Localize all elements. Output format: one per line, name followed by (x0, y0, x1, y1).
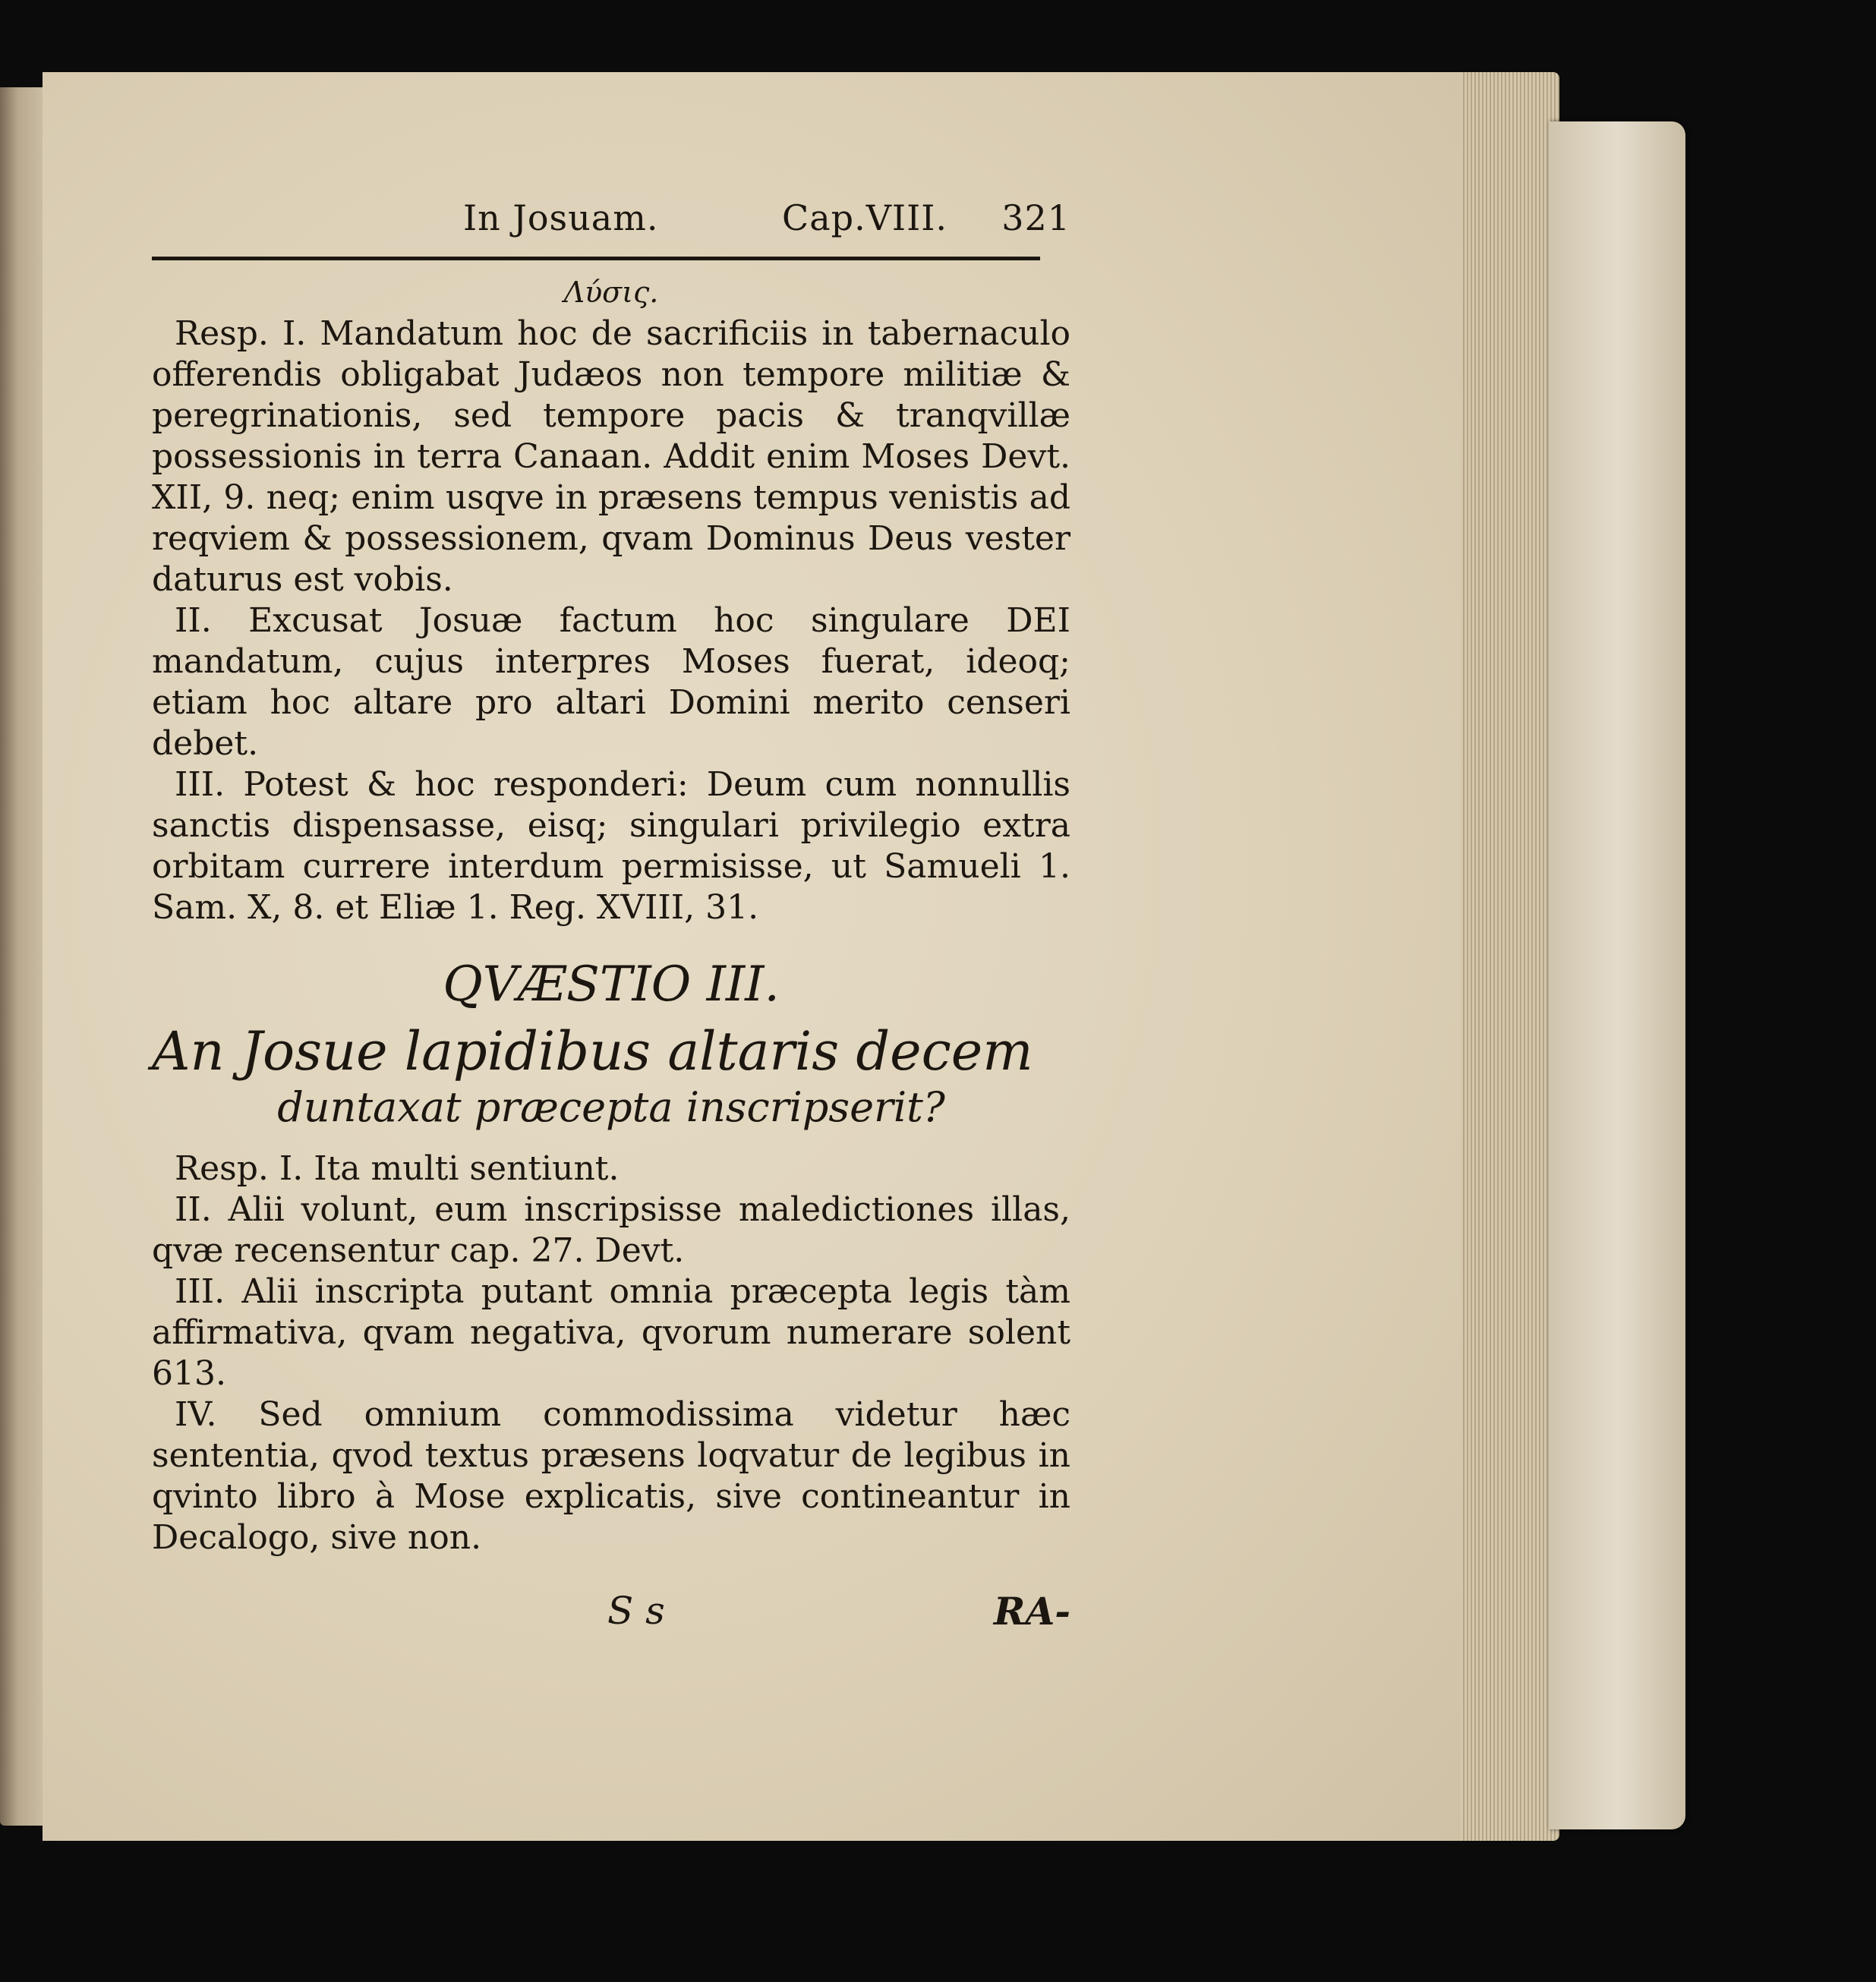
verso-page-edge (0, 87, 46, 1826)
quaestio-label: QVÆSTIO III. (443, 956, 780, 1013)
fore-edge (1461, 72, 1559, 1841)
answer-1-3: III. Potest & hoc responderi: Deum cum nonnullis sanctis dispensasse, eisq; singulari privilegio extra orbitam currere interdum permisisse, ut Samueli 1. Sam. X, 8. et Eliæ 1. Reg. XVIII, 31. (152, 765, 1070, 927)
answer-1-2: II. Excusat Josuæ factum hoc singulare DEI mandatum, cujus interpres Moses fuerat, ideoq; etiam hoc altare pro altari Domini merito censeri debet. (152, 601, 1070, 763)
header-rule (152, 257, 1040, 260)
page-footer (152, 1589, 1070, 1650)
quaestio-question-line-1: An Josue lapidibus altaris decem (152, 1020, 1033, 1082)
signature-mark: S s (607, 1589, 665, 1633)
answer-2-2: II. Alii volunt, eum inscripsisse maledictiones illas, qvæ recensentur cap. 27. Devt. (152, 1190, 1070, 1270)
answer-2-4: IV. Sed omnium commodissima videtur hæc sententia, qvod textus præsens loqvatur de legibus in qvinto libro à Mose explicatis, sive contineantur in Decalogo, sive non. (152, 1395, 1070, 1557)
quaestio-question-line-2: duntaxat præcepta inscripserit? (277, 1083, 945, 1131)
answer-1-1: Resp. I. Mandatum hoc de sacrificiis in tabernaculo offerendis obligabat Judæos non tempore militiæ & peregrinationis, sed tempore pacis & tranqvillæ possessionis in terra Canaan. Addit enim Moses Devt. XII, 9. neq; enim usqve in præsens tempus venistis ad reqviem & possessionem, qvam Dominus Deus vester daturus est vobis. (152, 314, 1070, 599)
answer-2-3: III. Alii inscripta putant omnia præcepta legis tàm affirmativa, qvam negativa, qvorum numerare solent 613. (152, 1272, 1070, 1393)
page-number: 321 (1001, 197, 1070, 238)
chapter-label: Cap.VIII. (782, 197, 948, 238)
running-title: In Josuam. (463, 197, 659, 238)
answer-2-1: Resp. I. Ita multi sentiunt. (175, 1149, 620, 1188)
page-text-block (152, 197, 1070, 1650)
book-cover-edge (1549, 121, 1685, 1829)
lysis-label: Λύσις. (563, 276, 659, 309)
catchword: RA- (993, 1589, 1070, 1634)
running-header (152, 197, 1070, 251)
